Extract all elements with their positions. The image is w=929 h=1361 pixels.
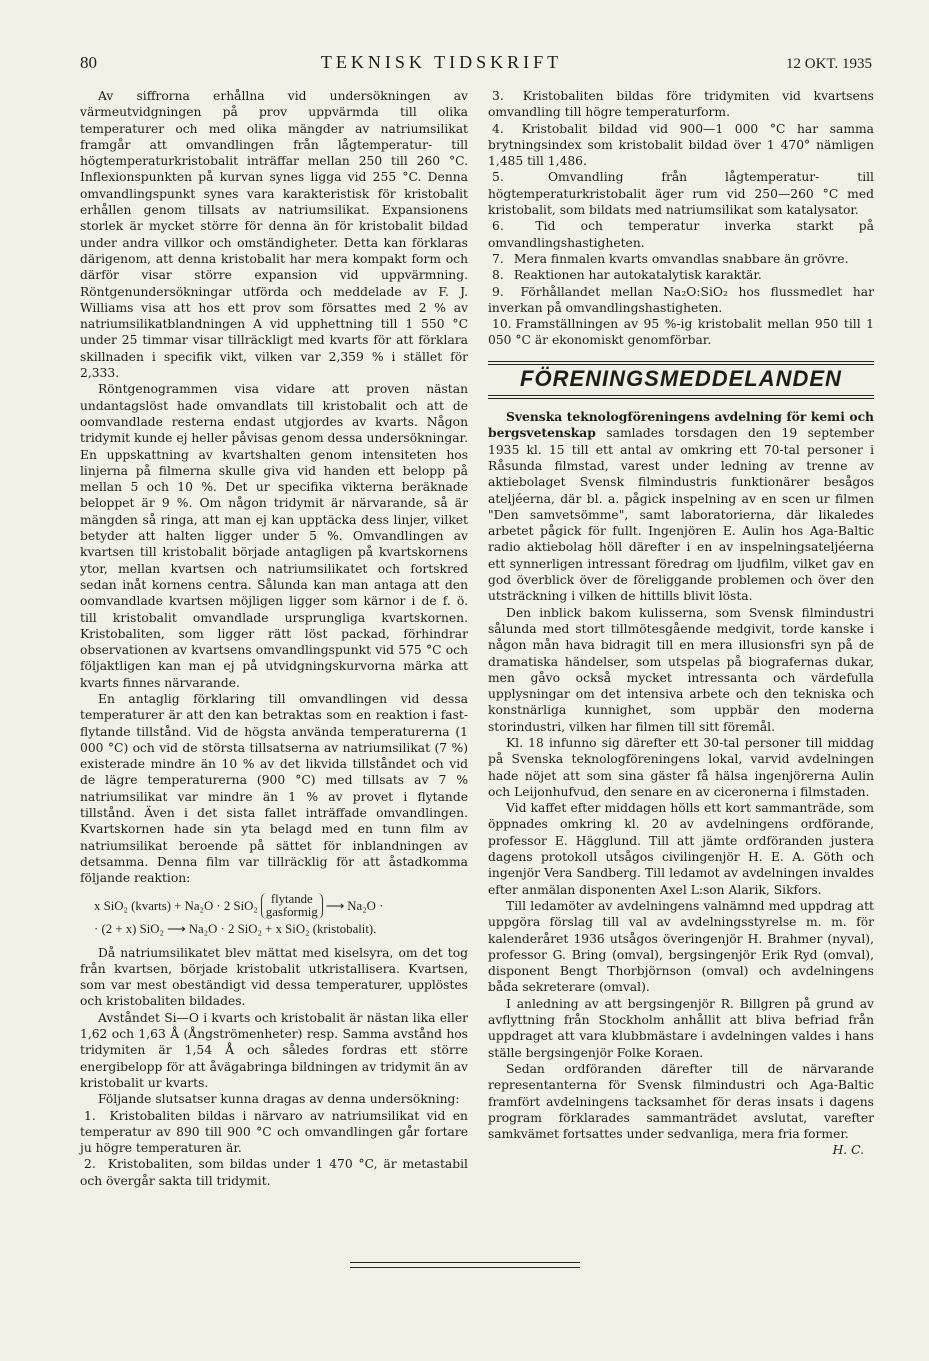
right-column xyxy=(488,88,874,1159)
paragraph-body: Sedan ordföranden därefter till de närvarande representanterna för Svensk filmindustri och Aga-Baltic framfört avdelningens tacksamhet för deras insats i dagens program förklarades sammanträdet avslutat, varefter samkvämet fortsattes under sedvanliga, mera fria former. xyxy=(488,1061,874,1142)
conclusion-item xyxy=(80,1156,468,1189)
item-text: Tid och temperatur inverka starkt på omvandlingshastigheten. xyxy=(488,219,874,250)
item-number: 4. xyxy=(492,121,504,136)
condition-bottom: gasformig xyxy=(265,904,318,919)
equation-condition xyxy=(261,893,323,919)
item-text: Kristobaliten bildas i närvaro av natriumsilikat vid en temperatur av 890 till 900 °C och omvandlingen går fortare ju högre temperaturen är. xyxy=(80,1108,468,1156)
conclusion-item xyxy=(488,88,874,121)
item-text: Kristobaliten, som bildas under 1 470 °C, är metastabil och övergår sakta till tridymit. xyxy=(80,1157,468,1188)
conclusion-item xyxy=(488,267,874,283)
issue-date: 12 OKT. 1935 xyxy=(786,56,872,72)
paragraph-body: samlades torsdagen den 19 september 1935 kl. 15 till ett antal av omkring ett 70-tal personer i Råsunda filmstad, varest under ledning av trenne av aktiebolaget Svensk filmindustris funktionärer besågos ateljéerna, där bl. a. pågick inspelning av en scen ur filmen "Den samvetsömme", samt laboratorierna, där likaledes arbetet pågick för fullt. Ingenjören E. Aulin hos Aga-Baltic radio aktiebolag höll därefter i en av inspelningsateljéerna ett synnerligen intressant föredrag om ljudfilm, vilket gav en god överblick över de föreliggande problemen och över den utsträckning i vilken de hittills blivit lösta. xyxy=(488,426,874,604)
paragraph: Avståndet Si—O i kvarts och kristobalit är nästan lika eller 1,62 och 1,63 Å (Ångströmenheter) resp. Samma avstånd hos tridymiten är 1,54 Å och således fordras ett större energibelopp för att åvägabringa bildningen av tridymit än av kristobalit ur kvarts. xyxy=(80,1010,468,1090)
item-text: Kristobalit bildad vid 900—1 000 °C har samma brytningsindex som kristobalit bildad över 1 470° nämligen 1,485 till 1,486. xyxy=(488,121,874,169)
item-number: 3. xyxy=(492,89,504,103)
left-column xyxy=(80,88,468,1189)
equation-line-2: · (2 + x) SiO₂ ⟶ Na₂O · 2 SiO₂ + x SiO₂ (kristobalit). xyxy=(94,921,377,936)
end-rule xyxy=(350,1262,580,1268)
item-number: 8. xyxy=(492,268,504,283)
item-number: 1. xyxy=(84,1108,96,1123)
paragraph: Följande slutsatser kunna dragas av denna undersökning: xyxy=(98,1092,460,1107)
paragraph: Vid kaffet efter middagen hölls ett kort sammanträde, som öppnades omkring kl. 20 av avdelningens ordförande, professor E. Hägglund. Till att jämte ordföranden justera dagens protokoll utsågos civilingenjör H. E. A. Göth och ingenjör Vera Sandberg. Till ledamot av avdelningen invaldes efter anmälan disponenten Axel L:son Alarik, Sikfors. xyxy=(488,801,874,897)
item-text: Kristobaliten bildas före tridymiten vid kvartsens omvandling till högre temperaturform. xyxy=(488,89,874,120)
lead-text: Svenska teknologföreningens avdelning för kemi och bergsvetenskap xyxy=(488,409,874,441)
conclusion-item xyxy=(488,218,874,251)
item-text: Reaktionen har autokatalytisk karaktär. xyxy=(513,268,762,283)
reaction-equation xyxy=(80,893,468,939)
page-number: 80 xyxy=(80,53,97,72)
paragraph: Den inblick bakom kulisserna, som Svensk filmindustri sålunda med stort tillmötesgående medgivit, torde kanske i någon mån hava bidragit till en mera illusionsfri syn på de dramatiska händelser, som utspelas på biografernas dukar, men gåvo också mycket intressanta och värdefulla upplysningar om det intensiva arbete och den tekniska och konstnärliga kunnighet, som uppbär den moderna storindustri, vilken har filmen till sitt föremål. xyxy=(488,605,874,734)
section-title: FÖRENINGSMEDDELANDEN xyxy=(520,365,842,391)
paragraph xyxy=(488,409,874,605)
paragraph: En antaglig förklaring till omvandlingen vid dessa temperaturer är att den kan betraktas som en reaktion i fast-flytande tillstånd. Vid de högsta använda temperaturerna (1 000 °C) och vid de största tillsatserna av natriumsilikat (7 %) existerade mindre än 10 % av det likvida tillståndet och vid de lägre temperaturerna (900 °C) med tillsats av 7 % natriumsilikat var mindre än 1 % av provet i flytande tillstånd. Även i det sista fallet inträffade omvandlingen. Kvartskornen hade sin yta belagd med en tunn film av natriumsilikat beroende på sättet för inblandningen av detsamma. Denna film var tillräcklig för att åstadkomma följande reaktion: xyxy=(80,691,468,886)
paragraph: Då natriumsilikatet blev mättat med kiselsyra, om det tog från kvartsen, började kristobalit utkristallisera. Kvartsen, som var mest obeständigt vid dessa temperaturer, upplöstes och kristobaliten bildades. xyxy=(80,945,468,1009)
section-header xyxy=(488,361,874,399)
equation-line-1 xyxy=(80,893,468,919)
paragraph: Av siffrorna erhållna vid undersökningen av värmeutvidgningen på prov uppvärmda till olika temperaturer och med olika mängder av natriumsilikat framgår att omvandlingen från lågtemperatur- till högtemperaturkristobalit inträffar mellan 250 till 260 °C. Inflexionspunkten på kurvan synes ligga vid 255 °C. Denna omvandlingspunkt synes vara karakteristisk för kristobalit erhållen genom tillsats av natriumsilikat. Expansionens storlek är mycket större för denna än för kristobalit bildad under andra villkor och omständigheter. Detta kan förklaras därigenom, att denna kristobalit har mera kompakt form och därför visar större expansion vid uppvärmning. Röntgenundersökningar utförda och meddelade av F. J. Williams visa att hos ett prov som försattes med 2 % av natriumsilikatblandningen A vid upphettning till 1 550 °C under 25 timmar visar tillräckligt med kvarts för att förklara skillnaden i specifik vikt, vilken var 2,359 % i stället för 2,333. xyxy=(80,89,468,381)
paragraph: Till ledamöter av avdelningens valnämnd med uppdrag att uppgöra förslag till val av avdelningsstyrelse m. m. för kalenderåret 1936 utsågos överingenjör H. Brahmer (nyval), professor G. Bring (omval), bergsingenjör Erik Ryd (omval), disponent Bengt Thorbjörnson (omval) och avdelningens båda sekreterare (omval). xyxy=(488,898,874,995)
signature: H. C. xyxy=(832,1143,864,1158)
equation-reactants: x SiO₂ (kvarts) + Na₂O · 2 SiO₂ xyxy=(94,898,258,913)
conclusion-item xyxy=(488,284,874,317)
item-text: Mera finmalen kvarts omvandlas snabbare än grövre. xyxy=(513,251,849,266)
item-number: 10. xyxy=(492,317,512,332)
item-number: 2. xyxy=(84,1157,96,1172)
item-text: Omvandling från lågtemperatur- till högtemperaturkristobalit äger rum vid 250—260 °C med kristobalit, som bildats med natriumsilikat som katalysator. xyxy=(488,170,874,218)
conclusion-item xyxy=(80,1108,468,1157)
conclusion-item xyxy=(488,251,874,267)
conclusion-item xyxy=(488,316,874,349)
page-header xyxy=(80,52,872,78)
item-number: 9. xyxy=(492,284,504,299)
paragraph: Kl. 18 infunno sig därefter ett 30-tal personer till middag på Svenska teknologföreningens lokal, varvid avdelningen hade nöjet att som sina gäster få hälsa ingenjörerna Aulin och Leijonhufvud, den senare en av ciceronerna i filmstaden. xyxy=(488,735,874,799)
item-number: 6. xyxy=(492,219,504,234)
journal-title: TEKNISK TIDSKRIFT xyxy=(320,52,563,72)
paragraph xyxy=(488,1061,874,1158)
conclusion-item xyxy=(488,121,874,170)
paragraph: Röntgenogrammen visa vidare att proven nästan undantagslöst hade omvandlats till kristobalit och att de oomvandlade resterna endast utgjordes av kvarts. Någon tridymit kunde ej heller påvisas genom dessa undersökningar. En uppskattning av kvartshalten genom intensiteten hos linjerna på filmerna skulle giva vid handen ett belopp på mellan 5 och 10 %. Det ur specifika vikterna beräknade beloppet är 9 %. Om någon tridymit är närvarande, så är mängden så ringa, att man ej kan upptäcka dess linjer, vilket betyder att halten ligger under 5 %. Omvandlingen av kvartsen till kristobalit började antagligen på kvartskornens ytor, mellan kvartsen och natriumsilikatet och fortskred sedan inåt kornens centra. Sålunda kan man antaga att den oomvandlade kvartsen möjligen ligger som kärnor i de f. ö. till kristobalit omvandlade ursprungliga kvartskornen. Kristobaliten, som ligger rätt löst packad, förhindrar observationen av kvartsens omvandlingspunkt vid 575 °C och följaktligen kan man ej på utvidgningskurvorna märka att kvarts finnes närvarande. xyxy=(80,382,468,690)
equation-arrow-product: ⟶ Na₂O · xyxy=(325,898,384,913)
item-number: 5. xyxy=(492,170,504,185)
conclusion-item xyxy=(488,169,874,218)
item-text: Framställningen av 95 %-ig kristobalit mellan 950 till 1 050 °C är ekonomiskt genomförbar. xyxy=(488,317,874,348)
item-text: Förhållandet mellan Na₂O:SiO₂ hos flussmedlet har inverkan på omvandlingshastigheten. xyxy=(488,284,874,315)
condition-top: flytande xyxy=(270,891,313,906)
paragraph: I anledning av att bergsingenjör R. Billgren på grund av avflyttning från Stockholm anhållit att bliva befriad från uppdraget att vara klubbmästare i avdelningen valdes i hans ställe bergsingenjör Folke Koraen. xyxy=(488,996,874,1060)
item-number: 7. xyxy=(492,251,504,266)
